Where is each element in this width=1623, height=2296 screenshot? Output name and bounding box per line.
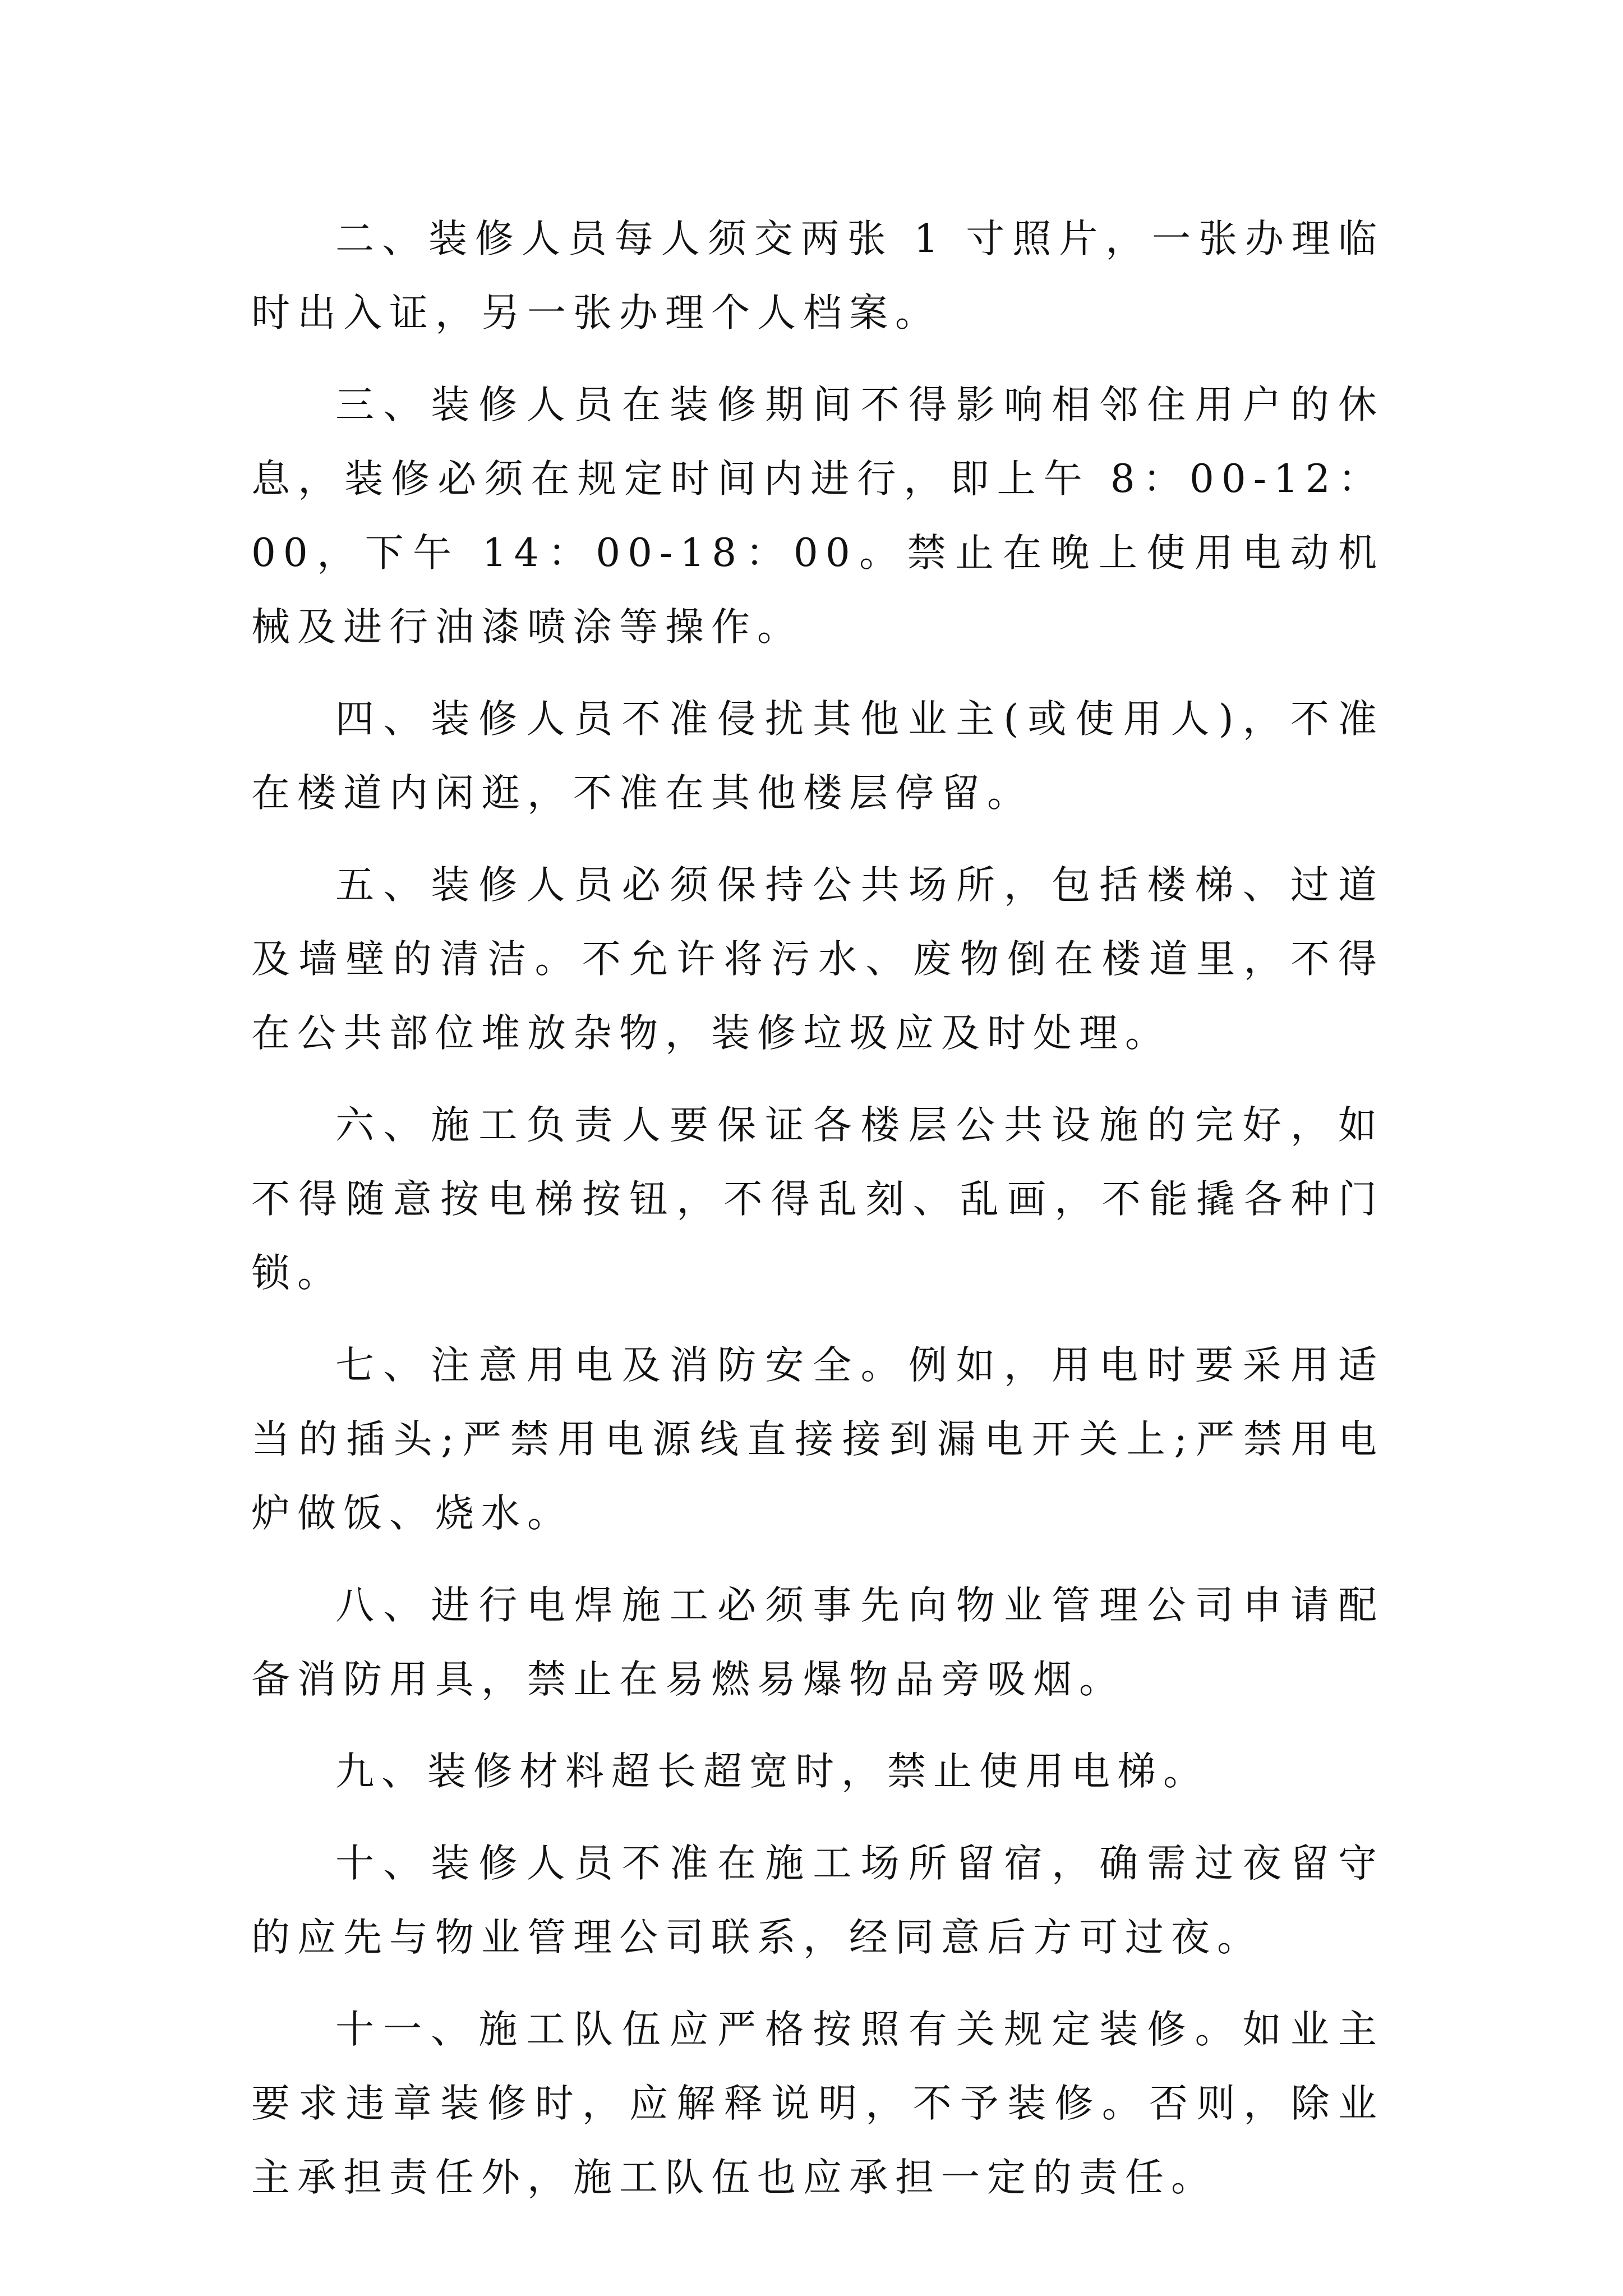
paragraph-5: 五、装修人员必须保持公共场所，包括楼梯、过道及墙壁的清洁。不允许将污水、废物倒在楼道里，不得在公共部位堆放杂物，装修垃圾应及时处理。 bbox=[251, 863, 1384, 1056]
paragraph-8: 八、进行电焊施工必须事先向物业管理公司申请配备消防用具，禁止在易燃易爆物品旁吸烟。 bbox=[251, 1583, 1384, 1702]
paragraph-6: 六、施工负责人要保证各楼层公共设施的完好，如不得随意按电梯按钮，不得乱刻、乱画，不能撬各种门锁。 bbox=[251, 1103, 1384, 1296]
paragraph-4: 四、装修人员不准侵扰其他业主(或使用人)，不准在楼道内闲逛，不准在其他楼层停留。 bbox=[251, 697, 1384, 816]
paragraph-11: 十一、施工队伍应严格按照有关规定装修。如业主要求违章装修时，应解释说明，不予装修。否则，除业主承担责任外，施工队伍也应承担一定的责任。 bbox=[251, 2007, 1384, 2200]
paragraph-3: 三、装修人员在装修期间不得影响相邻住用户的休息，装修必须在规定时间内进行，即上午 8：00-12：00，下午 14：00-18：00。禁止在晚上使用电动机械及进行油漆喷涂等操作。 bbox=[251, 383, 1384, 650]
paragraph-7: 七、注意用电及消防安全。例如，用电时要采用适当的插头;严禁用电源线直接接到漏电开关上;严禁用电炉做饭、烧水。 bbox=[251, 1343, 1384, 1536]
document-body bbox=[251, 202, 1384, 2233]
paragraph-9: 九、装修材料超长超宽时，禁止使用电梯。 bbox=[335, 1749, 1209, 1794]
paragraph-2: 二、装修人员每人须交两张 1 寸照片，一张办理临时出入证，另一张办理个人档案。 bbox=[251, 217, 1384, 335]
paragraph-10: 十、装修人员不准在施工场所留宿，确需过夜留守的应先与物业管理公司联系，经同意后方可过夜。 bbox=[251, 1841, 1384, 1960]
